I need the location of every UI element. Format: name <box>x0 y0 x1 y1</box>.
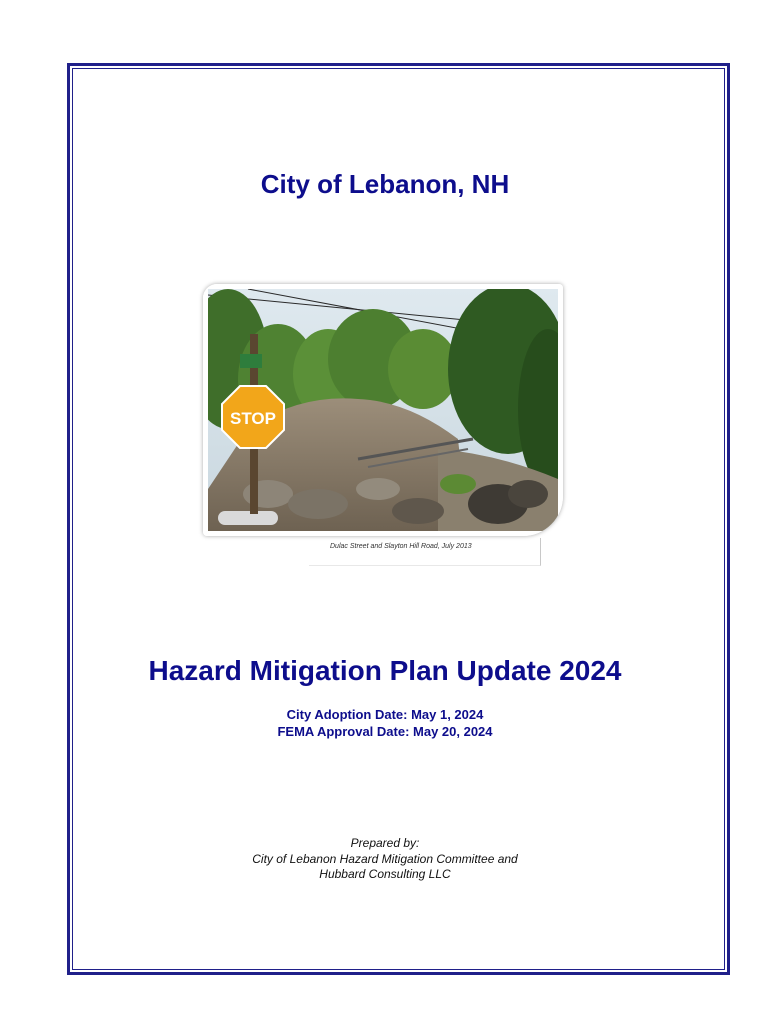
approval-date: FEMA Approval Date: May 20, 2024 <box>277 724 493 739</box>
cover-photo-illustration <box>208 289 558 531</box>
plan-title: Hazard Mitigation Plan Update 2024 <box>148 655 622 686</box>
city-title: City of Lebanon, NH <box>260 169 510 199</box>
prepared-by-label: Prepared by: <box>350 836 420 850</box>
cover-photo <box>203 284 563 536</box>
photo-caption: Dulac Street and Slayton Hill Road, July 2013 <box>330 543 472 550</box>
adoption-date: City Adoption Date: May 1, 2024 <box>286 707 484 722</box>
prepared-by-line1: City of Lebanon Hazard Mitigation Committee and <box>252 852 518 866</box>
prepared-by-line2: Hubbard Consulting LLC <box>319 867 451 881</box>
stop-sign-text: STOP <box>230 409 276 428</box>
